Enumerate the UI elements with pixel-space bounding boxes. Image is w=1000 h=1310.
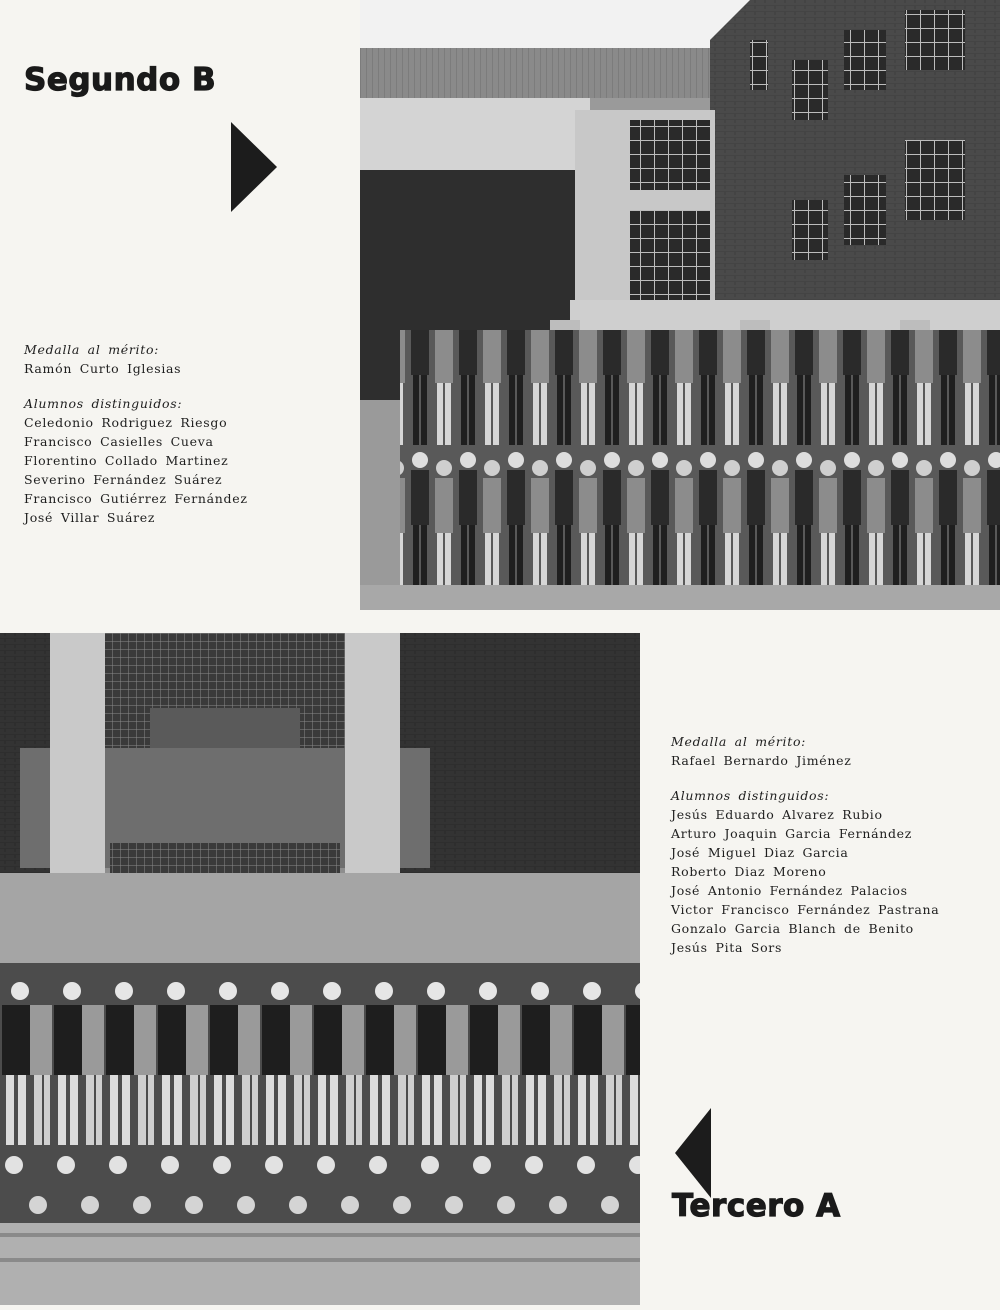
distinguished-label: Alumnos distinguidos: <box>671 788 830 803</box>
student-name: Severino Fernández Suárez <box>24 472 223 487</box>
student-name: Arturo Joaquin Garcia Fernández <box>671 826 913 841</box>
class-photo-tercero-a <box>0 633 640 1305</box>
medal-recipient: Ramón Curto Iglesias <box>24 361 182 376</box>
student-name: Jesús Eduardo Alvarez Rubio <box>671 807 883 822</box>
student-name: José Antonio Fernández Palacios <box>671 883 908 898</box>
medal-recipient: Rafael Bernardo Jiménez <box>671 753 852 768</box>
distinguished-label: Alumnos distinguidos: <box>24 396 183 411</box>
section-title-tercero-a: Tercero A <box>672 1188 841 1224</box>
medal-label: Medalla al mérito: <box>671 734 807 749</box>
student-name: Florentino Collado Martinez <box>24 453 229 468</box>
student-name: Gonzalo Garcia Blanch de Benito <box>671 921 914 936</box>
section-title-segundo-b: Segundo B <box>24 62 217 98</box>
student-name: Celedonio Rodriguez Riesgo <box>24 415 228 430</box>
student-name: Francisco Gutiérrez Fernández <box>24 491 248 506</box>
student-name: José Miguel Diaz Garcia <box>671 845 849 860</box>
segundo-b-awards <box>24 340 344 527</box>
student-name: Victor Francisco Fernández Pastrana <box>671 902 940 917</box>
class-photo-segundo-b <box>360 0 1000 610</box>
student-name: José Villar Suárez <box>24 510 156 525</box>
student-name: Jesús Pita Sors <box>671 940 783 955</box>
student-name: Roberto Diaz Moreno <box>671 864 827 879</box>
tercero-a-awards <box>671 732 991 957</box>
student-name: Francisco Casielles Cueva <box>24 434 214 449</box>
medal-label: Medalla al mérito: <box>24 342 160 357</box>
arrow-left-icon <box>675 1108 711 1198</box>
arrow-right-icon <box>231 122 277 212</box>
